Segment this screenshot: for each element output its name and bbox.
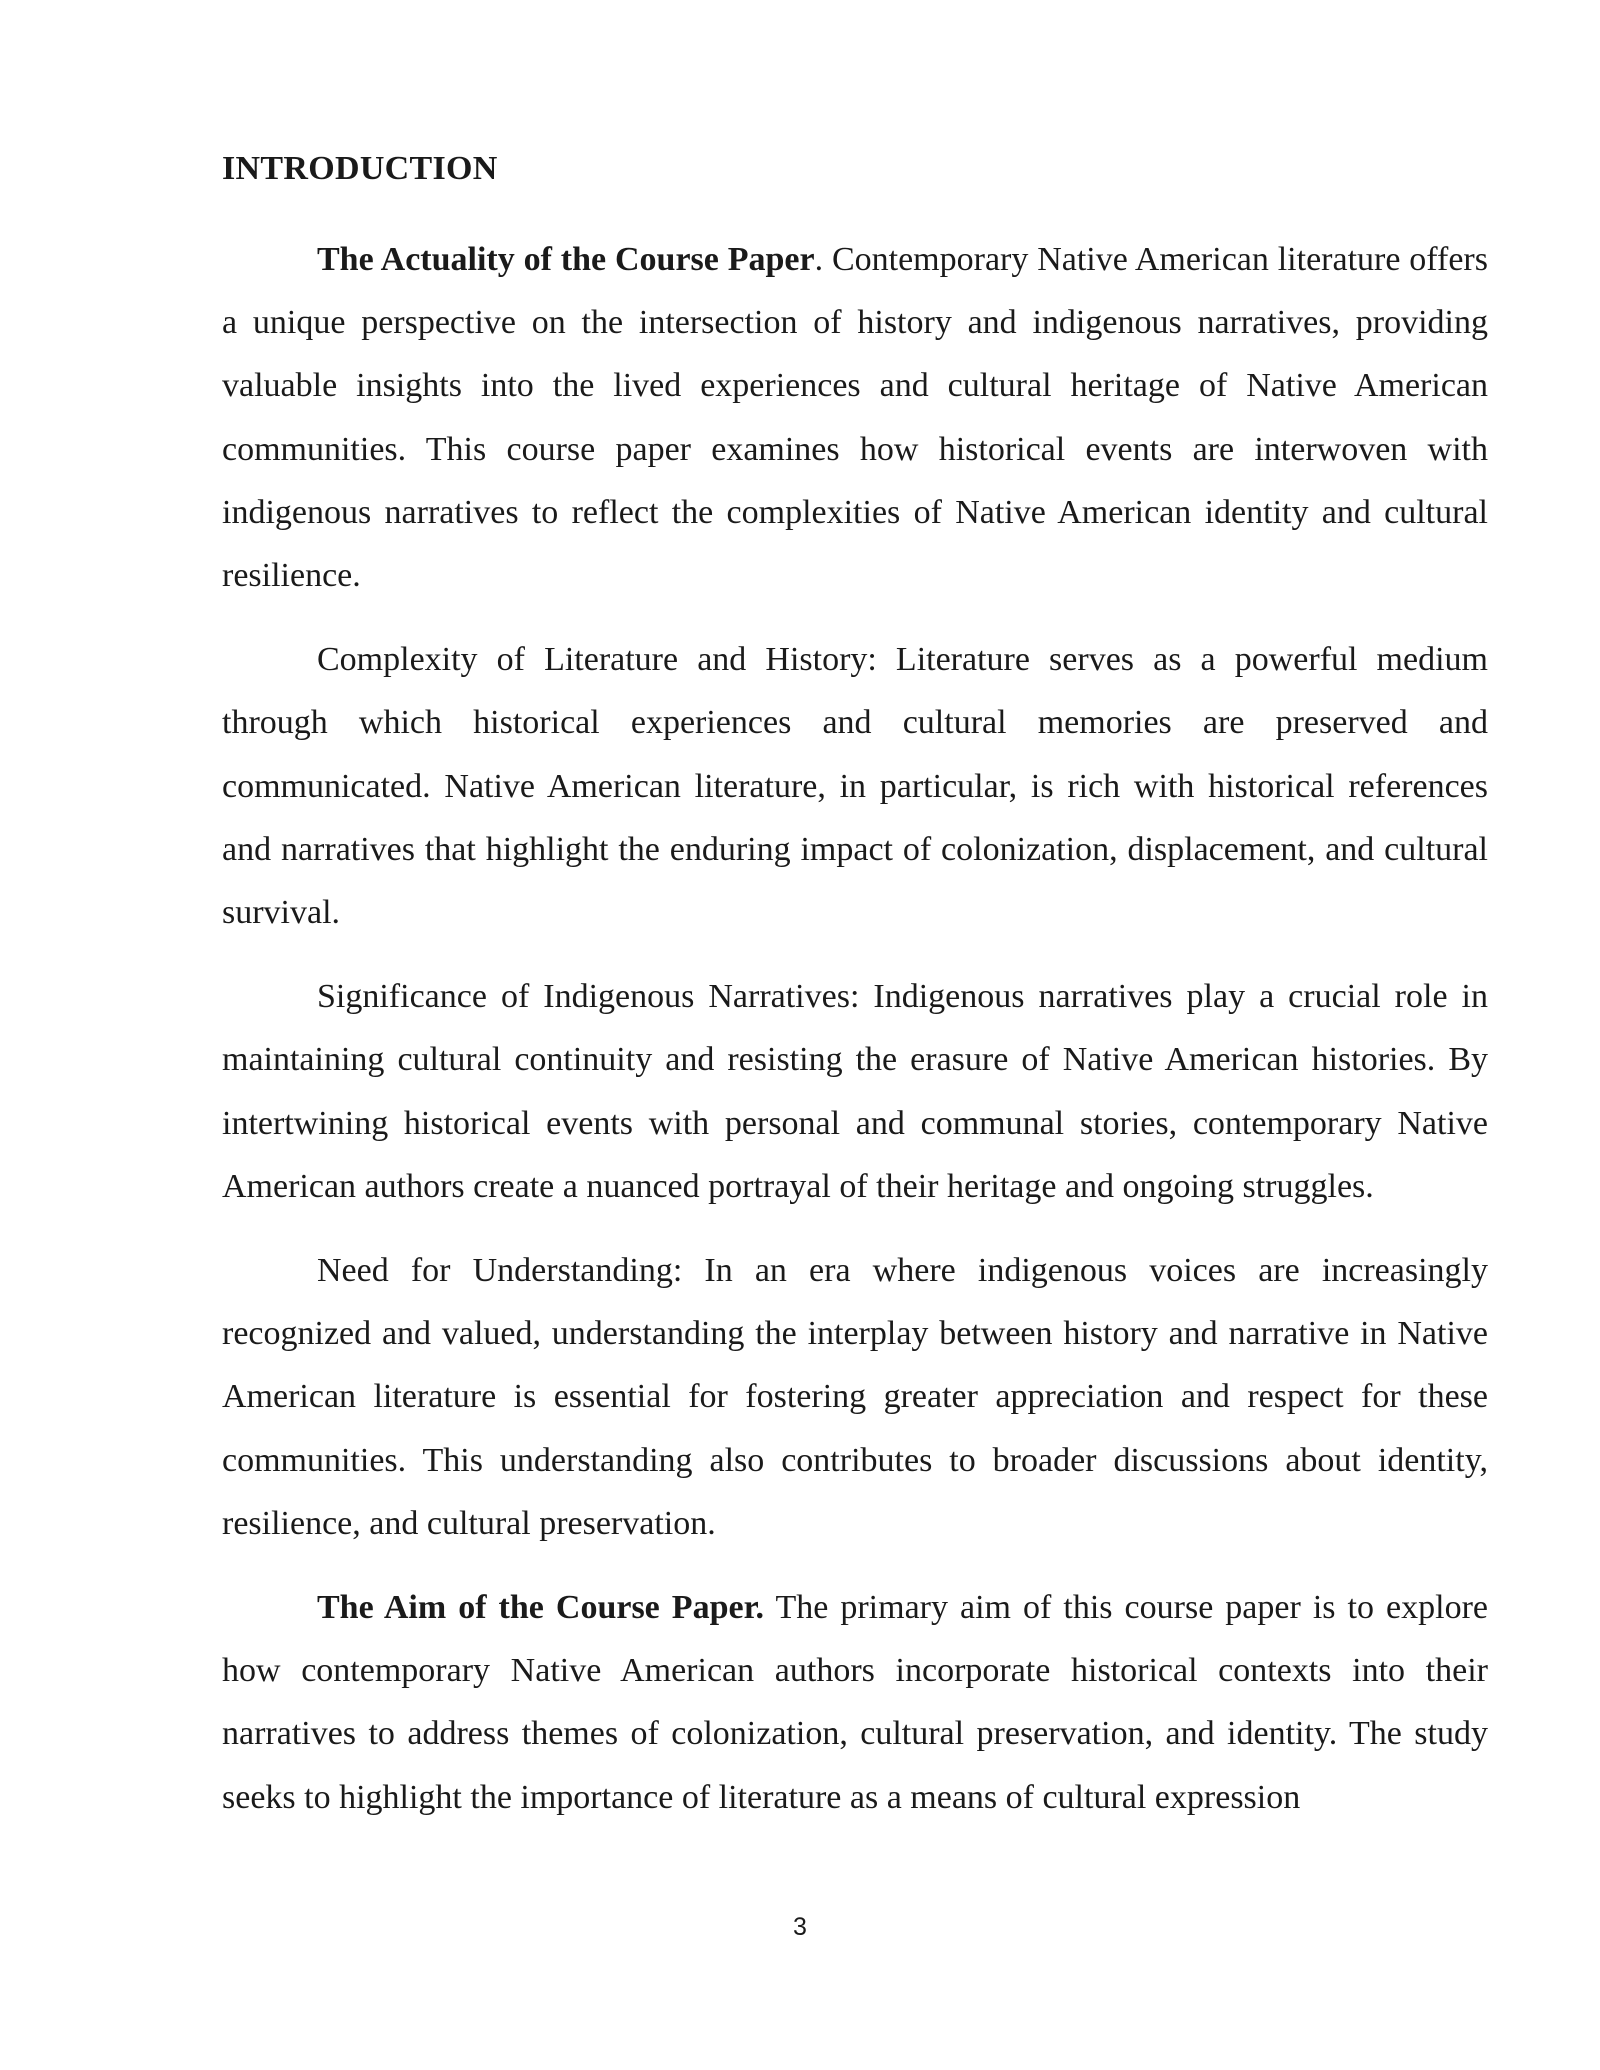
paragraph-aim [222,1576,1488,1829]
page-number: 3 [793,1913,807,1941]
paragraph-significance [222,965,1488,1218]
document-page [222,148,1488,1850]
paragraph-lead: The Aim of the Course Paper. [317,1589,765,1627]
paragraph-text: Need for Understanding: In an era where indigenous voices are increasingly recognized and valued, understanding the interplay between history and narrative in Native American literature is essential for fostering greater appreciation and respect for these communities. This understanding also contributes to broader discussions about identity, resilience, and cultural preservation. [222,1252,1488,1542]
section-heading: INTRODUCTION [222,150,498,187]
paragraph-text: Complexity of Literature and History: Literature serves as a powerful medium through which historical experiences and cultural memories are preserved and communicated. Native American literature, in particular, is rich with historical references and narratives that highlight the enduring impact of colonization, displacement, and cultural survival. [222,641,1488,932]
paragraph-actuality [222,228,1488,607]
paragraph-text: . Contemporary Native American literature offers a unique perspective on the intersection of history and indigenous narratives, providing valuable insights into the lived experiences and cultural heritage of Native American communities. This course paper examines how historical events are interwoven with indigenous narratives to reflect the complexities of Native American identity and cultural resilience. [222,241,1488,595]
paragraph-need [222,1239,1488,1555]
paragraph-text: Significance of Indigenous Narratives: Indigenous narratives play a crucial role in maintaining cultural continuity and resisting the erasure of Native American histories. By intertwining historical events with personal and communal stories, contemporary Native American authors create a nuanced portrayal of their heritage and ongoing struggles. [222,978,1488,1205]
paragraph-text: The primary aim of this course paper is to explore how contemporary Native American authors incorporate historical contexts into their narratives to address themes of colonization, cultural preservation, and identity. The study seeks to highlight the importance of literature as a means of cultural expression [222,1589,1488,1816]
paragraph-lead: The Actuality of the Course Paper [317,241,815,278]
paragraph-complexity [222,628,1488,944]
